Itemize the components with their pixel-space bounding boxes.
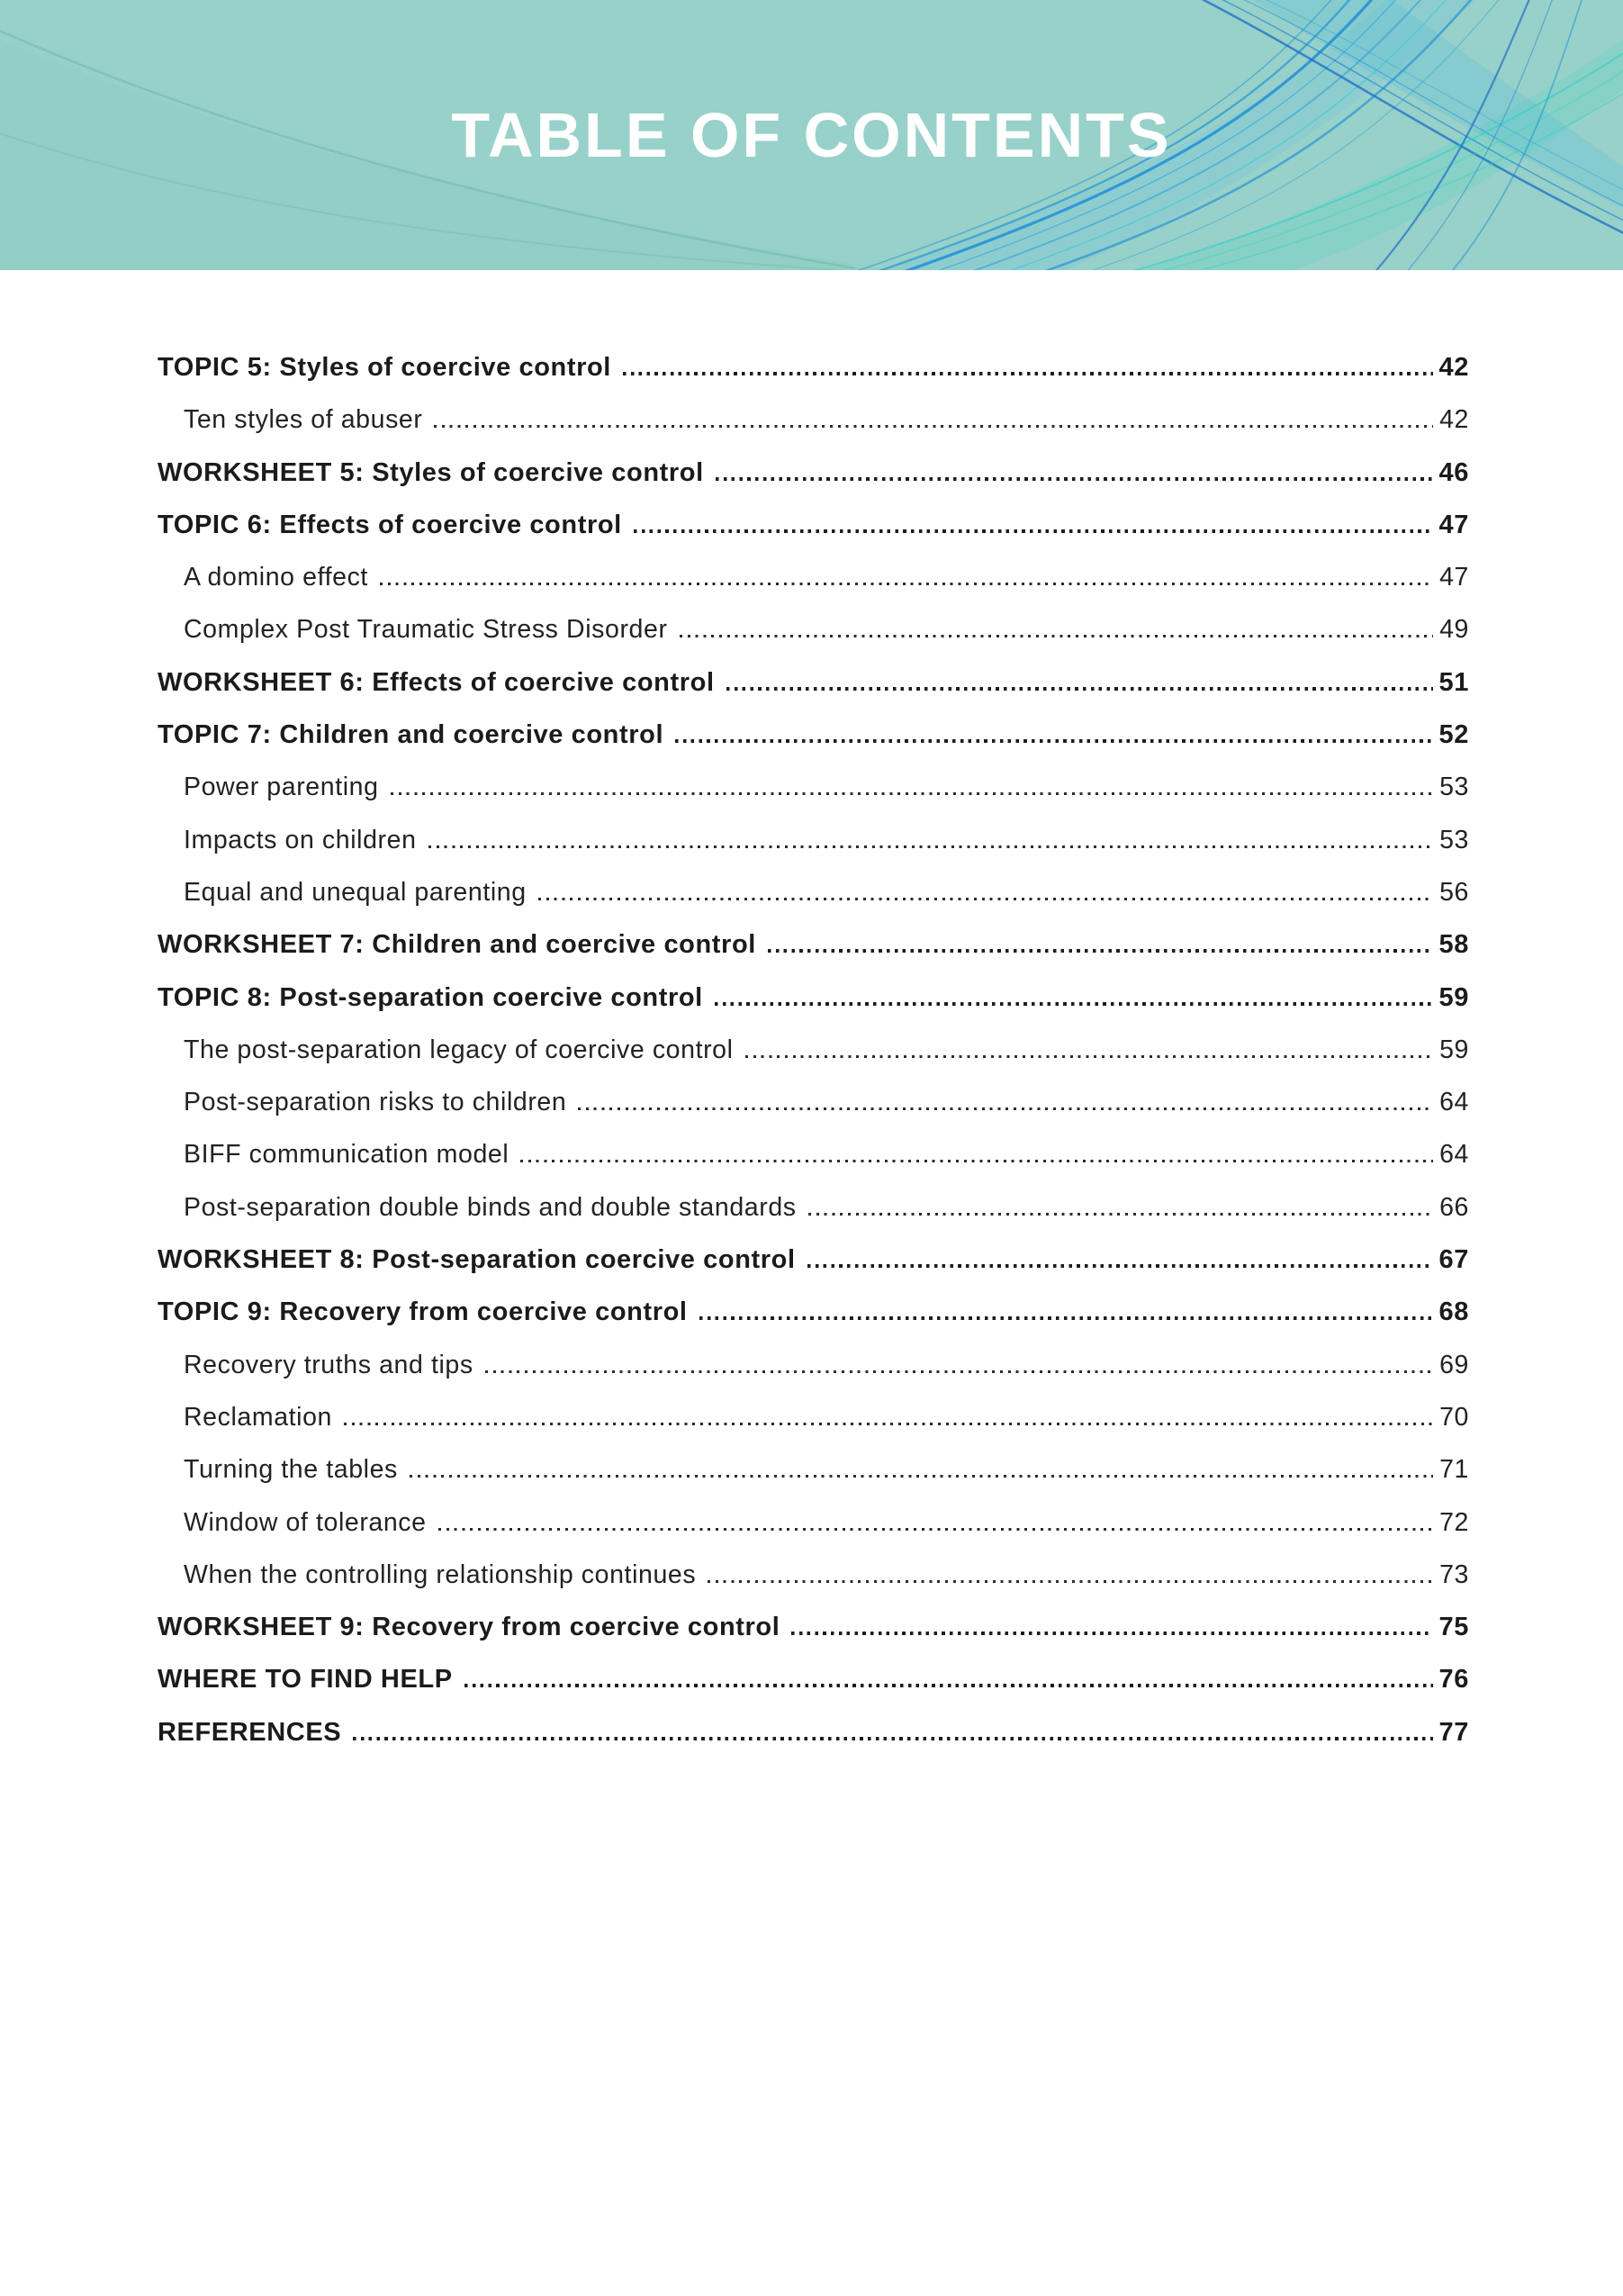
toc-entry-page: 70 (1439, 1402, 1469, 1432)
dot-leader (438, 1528, 1433, 1531)
dot-leader (675, 739, 1432, 743)
toc-entry[interactable] (158, 972, 1469, 1024)
dot-leader (353, 1737, 1432, 1740)
toc-entry[interactable] (158, 709, 1469, 761)
toc-entry-page: 69 (1439, 1350, 1469, 1379)
toc-entry[interactable] (158, 1496, 1469, 1549)
dot-leader (464, 1684, 1433, 1687)
toc-entry[interactable] (158, 1076, 1469, 1128)
toc-entry-page: 47 (1438, 510, 1469, 539)
dot-leader (768, 949, 1433, 953)
toc-entry[interactable] (158, 1391, 1469, 1443)
toc-entry[interactable] (158, 1286, 1469, 1338)
toc-entry-page: 66 (1439, 1192, 1469, 1222)
toc-entry-page: 59 (1438, 982, 1469, 1012)
toc-entry-label: Power parenting (184, 773, 379, 802)
toc-entry[interactable] (158, 1549, 1469, 1601)
toc-entry[interactable] (158, 447, 1469, 499)
toc-entry[interactable] (158, 393, 1469, 446)
toc-entry-page: 42 (1438, 353, 1469, 382)
toc-entry-page: 64 (1439, 1088, 1469, 1117)
toc-entry-label: BIFF communication model (184, 1140, 509, 1170)
toc-entry-label: Complex Post Traumatic Stress Disorder (184, 615, 668, 645)
toc-entry-label: TOPIC 9: Recovery from coercive control (158, 1297, 688, 1327)
dot-leader (380, 583, 1433, 585)
toc-entry[interactable] (158, 1128, 1469, 1180)
toc-entry-label: WORKSHEET 8: Post-separation coercive control (158, 1245, 796, 1275)
toc-entry-label: When the controlling relationship continues (184, 1559, 697, 1589)
dot-leader (716, 477, 1433, 481)
toc-entry-page: 53 (1439, 825, 1469, 854)
page-header (0, 0, 1623, 270)
toc-entry-page: 68 (1438, 1297, 1469, 1327)
toc-entry-page: 72 (1439, 1507, 1469, 1537)
toc-entry-label: WORKSHEET 6: Effects of coercive control (158, 667, 715, 697)
toc-entry-page: 53 (1439, 773, 1469, 802)
toc-entry-page: 46 (1438, 457, 1469, 487)
toc-entry-page: 49 (1439, 615, 1469, 645)
toc-entry-label: Turning the tables (184, 1455, 398, 1485)
toc-entry[interactable] (158, 1181, 1469, 1234)
toc-entry-page: 76 (1438, 1665, 1469, 1695)
page-title: TABLE OF CONTENTS (451, 100, 1172, 170)
dot-leader (538, 898, 1433, 900)
dot-leader (791, 1632, 1432, 1635)
toc-entry[interactable] (158, 656, 1469, 709)
dot-leader (699, 1316, 1433, 1320)
toc-entry[interactable] (158, 341, 1469, 393)
dot-leader (428, 845, 1434, 848)
toc-entry-label: TOPIC 7: Children and coercive control (158, 720, 664, 750)
toc-entry[interactable] (158, 1234, 1469, 1286)
toc-list (158, 341, 1469, 1758)
toc-entry-page: 42 (1439, 405, 1469, 435)
toc-entry[interactable] (158, 866, 1469, 918)
toc-entry[interactable] (158, 1601, 1469, 1653)
toc-entry-label: Post-separation double binds and double standards (184, 1192, 797, 1222)
dot-leader (808, 1213, 1433, 1216)
toc-entry-label: WORKSHEET 9: Recovery from coercive control (158, 1613, 780, 1642)
dot-leader (745, 1055, 1434, 1058)
toc-entry-label: TOPIC 8: Post-separation coercive control (158, 982, 703, 1012)
toc-entry[interactable] (158, 551, 1469, 603)
toc-entry-label: Recovery truths and tips (184, 1350, 473, 1379)
toc-entry-page: 47 (1439, 563, 1469, 592)
toc-entry-page: 64 (1439, 1140, 1469, 1170)
toc-entry-label: Ten styles of abuser (184, 405, 423, 435)
toc-entry-page: 77 (1438, 1717, 1469, 1747)
toc-entry[interactable] (158, 918, 1469, 971)
toc-entry-page: 58 (1438, 930, 1469, 960)
toc-entry[interactable] (158, 499, 1469, 551)
dot-leader (680, 635, 1434, 637)
toc-entry-page: 51 (1438, 667, 1469, 697)
toc-entry-page: 56 (1439, 877, 1469, 907)
dot-leader (344, 1423, 1433, 1425)
dot-leader (715, 1002, 1433, 1006)
dot-leader (434, 425, 1433, 428)
toc-entry-label: Equal and unequal parenting (184, 877, 527, 907)
toc-entry[interactable] (158, 603, 1469, 655)
dot-leader (485, 1370, 1433, 1373)
toc-entry-label: Post-separation risks to children (184, 1088, 567, 1117)
dot-leader (578, 1107, 1433, 1110)
toc-entry-label: Impacts on children (184, 825, 417, 854)
dot-leader (708, 1580, 1433, 1583)
toc-entry-label: Window of tolerance (184, 1507, 427, 1537)
toc-entry-label: TOPIC 6: Effects of coercive control (158, 510, 622, 539)
dot-leader (520, 1160, 1433, 1162)
toc-entry[interactable] (158, 761, 1469, 813)
toc-entry-label: WORKSHEET 7: Children and coercive control (158, 930, 756, 960)
toc-entry[interactable] (158, 1443, 1469, 1496)
toc-entry-label: TOPIC 5: Styles of coercive control (158, 353, 611, 382)
dot-leader (410, 1475, 1433, 1478)
toc-entry-label: Reclamation (184, 1402, 333, 1432)
dot-leader (807, 1264, 1433, 1268)
toc-entry[interactable] (158, 1024, 1469, 1076)
dot-leader (623, 372, 1433, 375)
toc-entry[interactable] (158, 1706, 1469, 1758)
toc-entry-label: The post-separation legacy of coercive control (184, 1035, 734, 1064)
toc-entry[interactable] (158, 1653, 1469, 1705)
toc-entry-label: WORKSHEET 5: Styles of coercive control (158, 457, 704, 487)
toc-entry[interactable] (158, 1339, 1469, 1391)
toc-entry-label: A domino effect (184, 563, 368, 592)
dot-leader (726, 687, 1433, 691)
toc-entry-label: WHERE TO FIND HELP (158, 1665, 453, 1695)
toc-entry-page: 59 (1439, 1035, 1469, 1064)
toc-entry-page: 71 (1439, 1455, 1469, 1485)
dot-leader (634, 529, 1433, 533)
toc-entry-page: 67 (1438, 1245, 1469, 1275)
toc-entry-label: REFERENCES (158, 1717, 342, 1747)
toc-entry-page: 75 (1438, 1613, 1469, 1642)
dot-leader (391, 792, 1434, 795)
toc-entry[interactable] (158, 814, 1469, 866)
toc-entry-page: 52 (1438, 720, 1469, 750)
toc-entry-page: 73 (1439, 1559, 1469, 1589)
